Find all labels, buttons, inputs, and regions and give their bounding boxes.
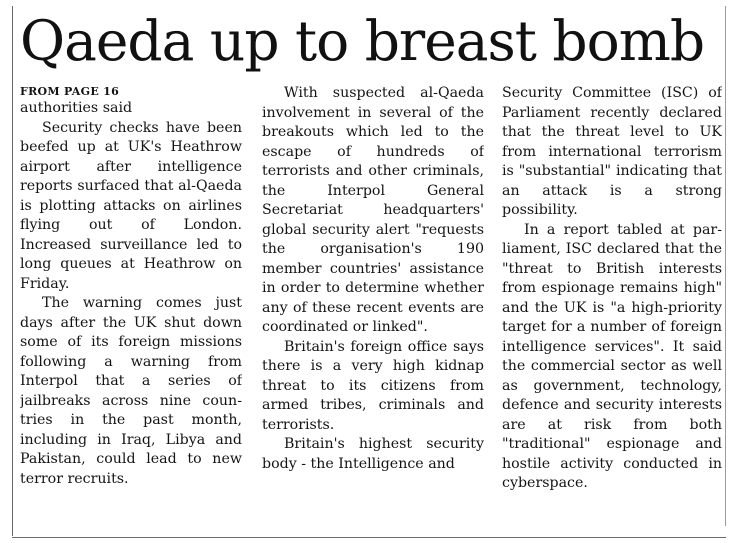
bottom-rule [12, 537, 726, 538]
left-column-rule [12, 6, 13, 536]
continuation-kicker: FROM PAGE 16 [20, 85, 120, 98]
article-column-2 [262, 84, 484, 534]
paragraph: Security Committee (ISC) of Parliament recently declared that the threat level to UK from international terrorism is "substantial" indicating that an attack is a strong possibility. [502, 85, 722, 218]
article-column-1 [20, 84, 242, 534]
paragraph: Britain's highest security body - the Intelligence and [262, 436, 484, 472]
paragraph: The warning comes just days after the UK shut down some of its foreign missions following a warning from Interpol that a series of jailbreaks across nine countries in the past month, including in Iraq, Libya and Pakistan, could lead to new terror recruits. [20, 295, 242, 487]
paragraph: Security checks have been beefed up at UK's Heathrow airport after intelligence reports surfaced that al-Qaeda is plotting attacks on airlines flying out of London. Increased surveillance led to long queues at Heathrow on Friday. [20, 119, 242, 292]
paragraph: authorities said [20, 100, 133, 116]
paragraph: Britain's foreign office says there is a very high kidnap threat to its citizens from armed tribes, criminals and terrorists. [262, 338, 484, 433]
paragraph: With suspected al-Qaeda involvement in several of the breakouts which led to the escape of hundreds of terrorists and other criminals, the Interpol General Secretariat headquarters' global security alert "requests the organisation's 190 member countries' assistance in order to determine whether any of these recent events are coordinated or linked". [262, 85, 484, 335]
headline: Qaeda up to breast bomb [20, 9, 705, 73]
paragraph: In a report tabled at parliament, ISC declared that the "threat to British interests from espionage remains high" and the UK is "a high-priority target for a number of foreign intelligence services". It said the commercial sector as well as government, technology, defence and security interests are at risk from both "traditional" espionage and hostile activity conducted in cyberspace. [502, 221, 722, 491]
article-column-3 [502, 84, 722, 534]
right-column-rule [725, 6, 726, 526]
